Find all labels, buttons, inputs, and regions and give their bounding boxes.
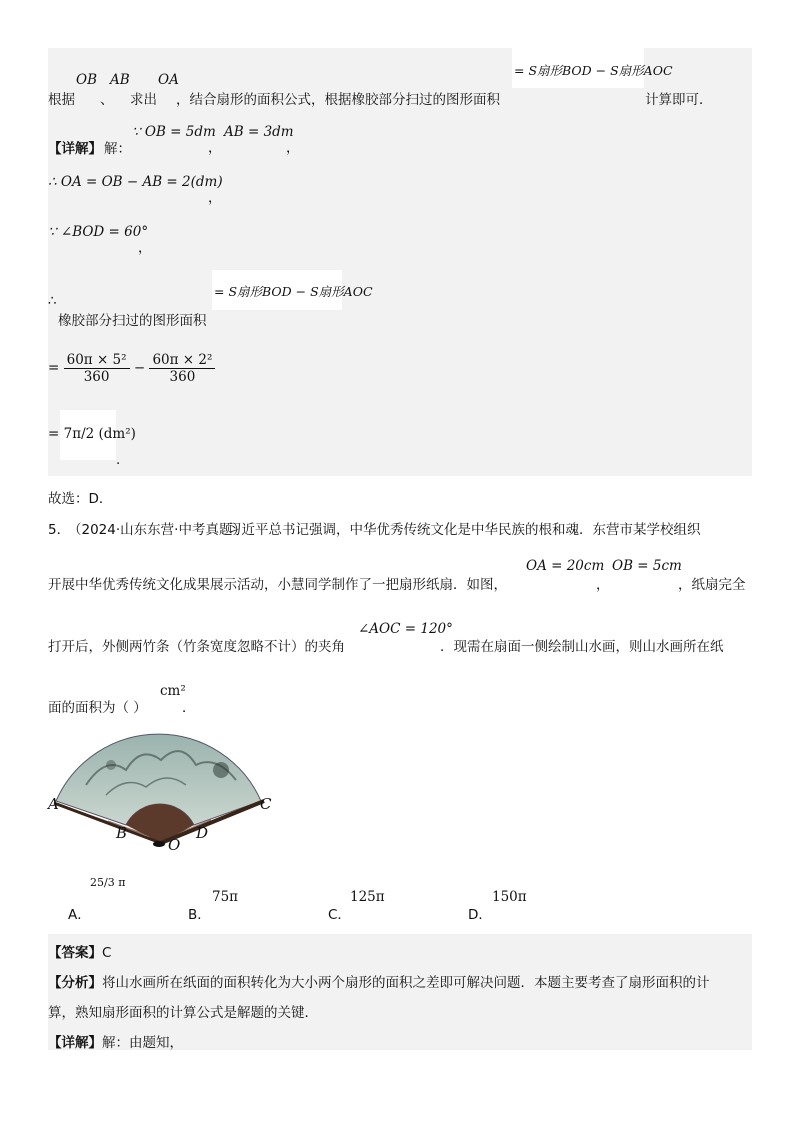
solution-block-4 — [48, 48, 752, 476]
analysis-line-2: 算，熟知扇形面积的计算公式是解题的关键． — [48, 1005, 318, 1021]
analysis-text: 将山水画所在纸面的面积转化为大小两个扇形的面积之差即可解决问题．本题主要考查了扇形面积的计 — [102, 975, 710, 991]
given-oa-length: OA = 20cm — [526, 558, 605, 574]
analysis-text-2: 、 — [100, 92, 114, 108]
detail-text: 解：由题知， — [102, 1035, 183, 1051]
period-1: . — [116, 452, 121, 468]
analysis-label: 【分析】 — [48, 975, 102, 991]
var-oa: OA — [158, 72, 179, 88]
fan-label-a: A — [48, 795, 59, 813]
question-line-3: 打开后，外侧两竹条（竹条宽度忽略不计）的夹角 — [48, 639, 345, 655]
option-c-value: 125π — [350, 889, 385, 905]
option-b-value: 75π — [212, 889, 239, 905]
option-a-value: 25/3 π — [90, 876, 126, 889]
given-ob-length: OB = 5cm — [612, 558, 682, 574]
answer-value: C — [102, 945, 112, 961]
fan-label-c: C — [260, 795, 272, 813]
option-d-label: D． — [468, 907, 492, 923]
given-ab: AB = 3dm — [224, 124, 294, 140]
comma-2: ， — [286, 140, 300, 156]
therefore-symbol: ∴ — [48, 293, 57, 309]
option-a-label: A． — [68, 907, 91, 923]
analysis-text-3: 求出 — [130, 92, 157, 108]
area-calculation: = $\frac{\text{60π × 5²}}{360}$ − $\frac{\text{60π × 2²}}{360}$ — [48, 352, 215, 385]
area-formula: = S扇形BOD − S扇形AOC — [214, 284, 373, 299]
question-source: （2024·山东东营·中考真题） — [68, 522, 246, 538]
detail-label: 【详解】 — [48, 141, 102, 157]
folding-fan-figure — [46, 725, 286, 855]
analysis-text-5: 计算即可． — [645, 92, 713, 108]
question-number: 5． — [48, 522, 71, 538]
analysis-formula: = S扇形BOD − S扇形AOC — [514, 63, 673, 78]
comma-5: ， — [596, 577, 610, 593]
question-line-2: 开展中华优秀传统文化成果展示活动，小慧同学制作了一把扇形纸扇．如图， — [48, 577, 507, 593]
given-ob: ∵ OB = 5dm — [132, 124, 216, 140]
fan-label-o: O — [168, 836, 181, 854]
question-line-4: 面的面积为（ ） — [48, 700, 147, 716]
option-d-value: 150π — [492, 889, 527, 905]
step-oa: ∴ OA = OB − AB = 2(dm) — [48, 174, 223, 190]
fan-label-d: D — [196, 824, 209, 842]
calc-numerator-2: 60π × 2² — [149, 352, 215, 369]
area-label: 橡胶部分扫过的图形面积 — [58, 313, 207, 329]
given-angle: ∠AOC = 120° — [358, 621, 453, 637]
answer-line — [48, 941, 111, 961]
analysis-text-1: 根据 — [48, 92, 75, 108]
detail-line — [48, 1031, 183, 1051]
choice-text: 故选：D． — [48, 491, 113, 507]
step-angle: ∵ ∠BOD = 60° — [48, 224, 149, 240]
analysis-text-4: ，结合扇形的面积公式，根据橡胶部分扫过的图形面积 — [176, 92, 500, 108]
answer-label: 【答案】 — [48, 945, 102, 961]
comma-3: ， — [208, 190, 222, 206]
area-result: = 7π/2 (dm²) — [48, 426, 136, 442]
analysis-line-1 — [48, 971, 710, 991]
option-b[interactable] — [188, 903, 211, 923]
detail-jie: 解： — [104, 141, 131, 157]
calc-denominator-1: 360 — [83, 369, 110, 385]
detail-label-5: 【详解】 — [48, 1035, 102, 1051]
question-line-4b: ． — [182, 700, 196, 716]
option-c[interactable] — [328, 903, 351, 923]
calc-numerator-1: 60π × 5² — [64, 352, 130, 369]
option-b-label: B． — [188, 907, 211, 923]
unit-cm2: cm² — [160, 683, 186, 699]
question-line-3b: ．现需在扇面一侧绘制山水画，则山水画所在纸 — [440, 639, 724, 655]
question-line-2b: ，纸扇完全 — [678, 577, 746, 593]
option-a[interactable] — [68, 903, 91, 923]
option-c-label: C． — [328, 907, 351, 923]
calc-denominator-2: 360 — [169, 369, 196, 385]
fan-label-b: B — [116, 824, 128, 842]
question-line-1: 习近平总书记强调，中华优秀传统文化是中华民族的根和魂．东营市某学校组织 — [228, 522, 701, 538]
var-ob: OB — [76, 72, 97, 88]
var-ab: AB — [110, 72, 130, 88]
comma-1: ， — [208, 140, 222, 156]
option-d[interactable] — [468, 903, 492, 923]
comma-4: ， — [138, 240, 152, 256]
